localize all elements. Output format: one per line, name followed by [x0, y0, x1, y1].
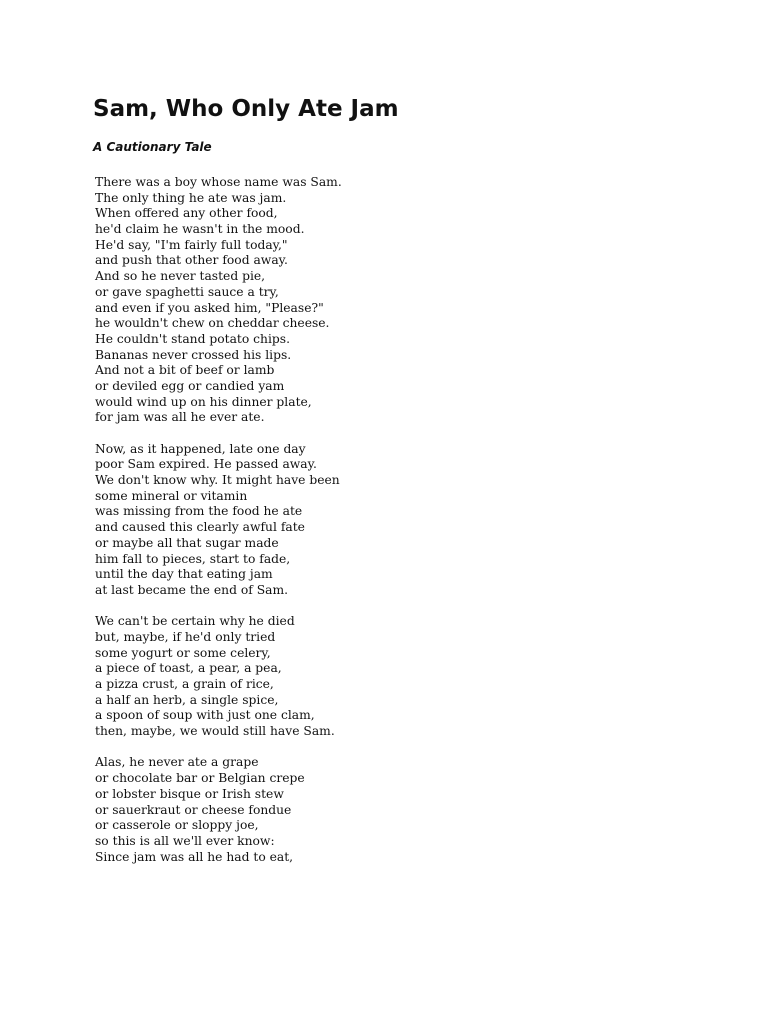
poem-line: We don't know why. It might have been — [95, 473, 340, 488]
document-title: Sam, Who Only Ate Jam — [93, 96, 399, 122]
poem-line: And not a bit of beef or lamb — [95, 363, 275, 378]
poem-line: or gave spaghetti sauce a try, — [95, 284, 279, 299]
poem-line: or chocolate bar or Belgian crepe — [95, 771, 305, 786]
poem-line: He'd say, "I'm fairly full today," — [95, 237, 288, 252]
poem-line: And so he never tasted pie, — [95, 269, 266, 284]
poem-line: or lobster bisque or Irish stew — [95, 786, 284, 801]
poem-line: for jam was all he ever ate. — [95, 410, 265, 425]
poem-line: He couldn't stand potato chips. — [95, 331, 290, 346]
poem-line: Now, as it happened, late one day — [95, 441, 306, 456]
poem-line: was missing from the food he ate — [95, 504, 303, 519]
poem-line: so this is all we'll ever know: — [95, 833, 275, 848]
poem-line: Alas, he never ate a grape — [95, 755, 259, 770]
poem-line: then, maybe, we would still have Sam. — [95, 724, 335, 739]
poem-line: Bananas never crossed his lips. — [95, 347, 292, 362]
poem-stanza — [95, 175, 695, 426]
poem-line: some mineral or vitamin — [95, 488, 248, 503]
poem-line: and even if you asked him, "Please?" — [95, 300, 324, 315]
poem-line: until the day that eating jam — [95, 567, 273, 582]
poem-stanza — [95, 614, 695, 740]
poem-line: and push that other food away. — [95, 253, 288, 268]
poem-body — [95, 175, 695, 881]
poem-line: or sauerkraut or cheese fondue — [95, 802, 292, 817]
poem-line: him fall to pieces, start to fade, — [95, 551, 291, 566]
poem-line: a half an herb, a single spice, — [95, 692, 279, 707]
poem-line: or casserole or sloppy joe, — [95, 818, 259, 833]
poem-line: Since jam was all he had to eat, — [95, 849, 294, 864]
poem-line: The only thing he ate was jam. — [95, 190, 287, 205]
poem-line: would wind up on his dinner plate, — [95, 394, 312, 409]
poem-line: When offered any other food, — [95, 206, 278, 221]
poem-line: at last became the end of Sam. — [95, 582, 289, 597]
poem-line: We can't be certain why he died — [95, 614, 295, 629]
poem-stanza — [95, 442, 695, 599]
poem-line: some yogurt or some celery, — [95, 645, 271, 660]
poem-line: or deviled egg or candied yam — [95, 378, 285, 393]
poem-line: a spoon of soup with just one clam, — [95, 708, 315, 723]
poem-line: poor Sam expired. He passed away. — [95, 457, 317, 472]
poem-line: and caused this clearly awful fate — [95, 520, 305, 535]
poem-line: There was a boy whose name was Sam. — [95, 175, 342, 189]
poem-line: but, maybe, if he'd only tried — [95, 629, 276, 644]
poem-line: he'd claim he wasn't in the mood. — [95, 222, 305, 237]
poem-stanza — [95, 755, 695, 865]
poem-line: he wouldn't chew on cheddar cheese. — [95, 316, 330, 331]
document-subtitle: A Cautionary Tale — [93, 140, 212, 154]
poem-line: or maybe all that sugar made — [95, 535, 279, 550]
poem-line: a piece of toast, a pear, a pea, — [95, 661, 282, 676]
poem-line: a pizza crust, a grain of rice, — [95, 677, 274, 691]
